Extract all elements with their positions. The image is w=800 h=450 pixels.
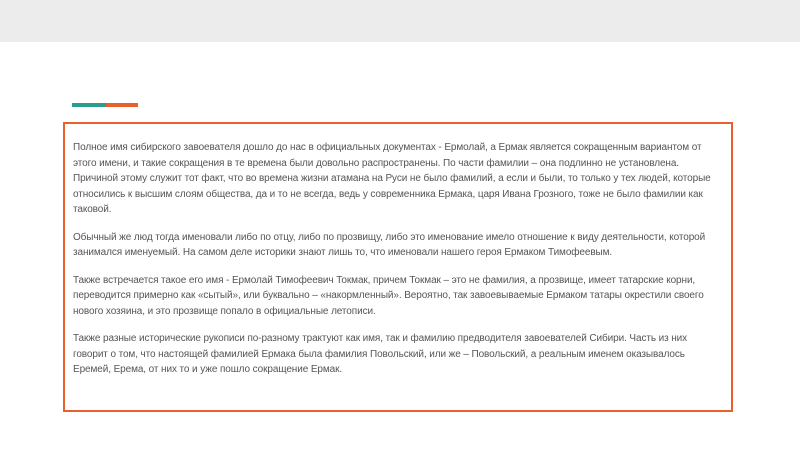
- paragraph-1: Полное имя сибирского завоевателя дошло до нас в официальных документах - Ермолай, а Ермак является сокращенным вариантом от этого имени, и такие сокращения в те времена были довольно распространены. По части фамилии – она подлинно не установлена. Причиной этому служит тот факт, что во времена жизни атамана на Руси не было фамилий, а если и были, то только у тех людей, которые относились к высшим слоям общества, да и то не всегда, ведь у современника Ермака, царя Ивана Грозного, тоже не было фамилии как таковой.: [73, 142, 711, 215]
- text-content-box: [63, 122, 733, 412]
- paragraph-3: Также встречается такое его имя - Ермолай Тимофеевич Токмак, причем Токмак – это не фамилия, а прозвище, имеет татарские корни, переводится примерно как «сытый», или буквально – «накормленный». Вероятно, так завоевываемые Ермаком татары окрестили своего нового хозяина, и это прозвище попало в официальные летописи.: [73, 274, 704, 317]
- top-header-band: [0, 0, 800, 42]
- paragraph-4: Также разные исторические рукописи по-разному трактуют как имя, так и фамилию предводителя завоевателей Сибири. Часть из них говорит о том, что настоящей фамилией Ермака была фамилия Повольский, или же – Повольский, а реальным именем оказывалось Еремей, Ерема, от них то и уже пошло сокращение Ермак.: [73, 333, 688, 375]
- accent-bar-orange: [106, 103, 138, 107]
- accent-bar-teal: [72, 103, 106, 107]
- paragraph-2: Обычный же люд тогда именовали либо по отцу, либо по прозвищу, либо это именование имело отношение к виду деятельности, которой занимался именуемый. На самом деле историки знают лишь то, что именовали нашего героя Ермаком Тимофеевым.: [73, 231, 706, 258]
